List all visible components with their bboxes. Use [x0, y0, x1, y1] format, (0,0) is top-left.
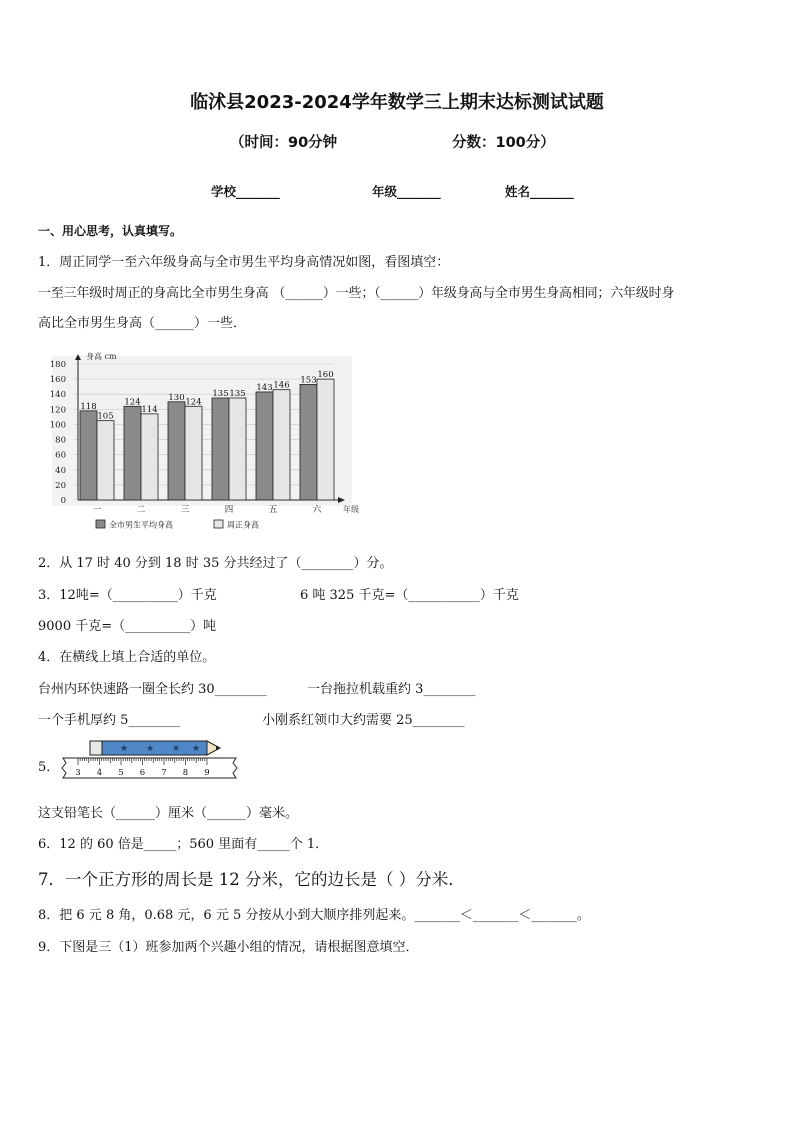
question-4d: 小刚系红领巾大约需要 25________ [262, 713, 465, 728]
pencil-ruler-figure [60, 736, 242, 782]
question-2: 2．从 17 时 40 分到 18 时 35 分共经过了（________）分。 [38, 556, 393, 571]
ruler-label: 3 [75, 768, 81, 778]
y-axis-title: 身高 cm [86, 352, 117, 361]
pencil-icon [90, 741, 220, 755]
bar-value-label: 160 [317, 370, 334, 381]
bar-zhou-zheng [141, 414, 158, 500]
question-1-stem: 1．周正同学一至六年级身高与全市男生平均身高情况如图，看图填空： [38, 255, 450, 270]
question-5-number: 5． [38, 760, 60, 775]
y-tick-label: 60 [55, 450, 66, 461]
name-blank: _______ [530, 184, 574, 199]
question-3a: 3．12吨=（__________）千克 [38, 588, 217, 603]
question-4b: 一台拖拉机载重约 3________ [307, 682, 476, 697]
bar-city-average [168, 402, 185, 500]
x-tick-label: 五 [268, 505, 278, 515]
school-label: 学校 [211, 184, 237, 199]
question-6: 6．12 的 60 倍是_____；560 里面有_____个 1． [38, 837, 329, 852]
question-5-text: 这支铅笔长（______）厘米（______）毫米。 [38, 806, 299, 821]
bar-value-label: 135 [229, 389, 246, 399]
bar-value-label: 130 [168, 392, 185, 403]
section-heading: 一、用心思考，认真填写。 [38, 224, 183, 238]
bar-city-average [212, 398, 229, 500]
exam-time: （时间：90分钟 [230, 135, 338, 151]
ruler-label: 4 [96, 768, 103, 778]
grade-blank: _______ [397, 184, 441, 199]
question-1-line-2: 高比全市男生身高（______）一些． [38, 316, 247, 331]
y-tick-label: 20 [55, 480, 66, 491]
y-tick-label: 80 [55, 435, 66, 446]
y-tick-label: 0 [60, 496, 66, 506]
y-tick-label: 140 [49, 390, 66, 401]
ruler-label: 5 [118, 768, 124, 778]
height-bar-chart [38, 350, 368, 540]
grade-label: 年级 [372, 184, 398, 199]
y-tick-label: 160 [49, 375, 66, 386]
x-tick-label: 三 [180, 505, 190, 515]
school-blank: _______ [236, 184, 280, 199]
svg-text:★: ★ [120, 744, 129, 754]
bar-value-label: 146 [273, 380, 290, 391]
ruler-label: 8 [182, 768, 189, 778]
question-8: 8．把 6 元 8 角，0.68 元，6 元 5 分按从小到大顺序排列起来。_______＜_______＜_______。 [38, 908, 590, 923]
ruler-label: 7 [161, 768, 167, 778]
bar-value-label: 114 [141, 404, 158, 415]
bar-value-label: 124 [124, 397, 141, 408]
x-tick-label: 六 [312, 505, 322, 515]
question-1-line-1: 一至三年级时周正的身高比全市男生身高 （______）一些；（______）年级身高与全市男生身高相同；六年级时身 [38, 286, 675, 301]
school-field [211, 182, 280, 200]
x-tick-label: 一 [92, 505, 102, 515]
name-field [505, 182, 574, 200]
ruler-label: 6 [139, 768, 146, 778]
y-tick-label: 100 [49, 420, 66, 431]
bar-city-average [256, 392, 273, 500]
bar-zhou-zheng [229, 398, 246, 500]
x-tick-label: 四 [224, 505, 234, 515]
bar-city-average [300, 384, 317, 500]
bar-value-label: 135 [212, 389, 229, 399]
x-axis-title: 年级 [343, 505, 359, 514]
page-title: 临沭县2023-2024学年数学三上期末达标测试试题 [190, 92, 604, 113]
legend-swatch [96, 520, 105, 528]
bar-value-label: 105 [97, 411, 114, 422]
bar-zhou-zheng [97, 421, 114, 500]
svg-text:★: ★ [172, 744, 181, 754]
question-7: 7．一个正方形的周长是 12 分米，它的边长是（ ）分米． [38, 870, 465, 889]
question-9: 9．下图是三（1）班参加两个兴趣小组的情况，请根据图意填空． [38, 940, 419, 955]
y-tick-label: 180 [49, 360, 66, 370]
bar-zhou-zheng [185, 406, 202, 500]
y-tick-label: 120 [49, 405, 66, 416]
question-4c: 一个手机厚约 5________ [38, 713, 181, 728]
question-4-stem: 4．在横线上填上合适的单位。 [38, 650, 216, 665]
x-tick-label: 二 [136, 505, 146, 515]
grade-field [372, 182, 441, 200]
question-3c: 9000 千克=（__________）吨 [38, 619, 217, 634]
exam-score: 分数：100分） [452, 135, 555, 151]
svg-text:★: ★ [192, 744, 201, 754]
name-label: 姓名 [505, 184, 531, 199]
legend-swatch [214, 520, 223, 528]
bar-city-average [80, 411, 97, 500]
bar-value-label: 143 [256, 382, 273, 393]
bar-value-label: 124 [185, 397, 202, 408]
question-4a: 台州内环快速路一圈全长约 30________ [38, 682, 267, 697]
bar-city-average [124, 406, 141, 500]
bar-value-label: 118 [80, 401, 97, 412]
legend-label: 周正身高 [227, 520, 259, 530]
ruler-icon [62, 758, 237, 778]
question-3b: 6 吨 325 千克=（___________）千克 [300, 588, 519, 603]
svg-text:★: ★ [146, 744, 155, 754]
ruler-label: 9 [204, 768, 210, 778]
bar-value-label: 153 [300, 375, 317, 386]
bar-zhou-zheng [273, 390, 290, 500]
y-tick-label: 40 [55, 465, 66, 476]
legend-label: 全市男生平均身高 [109, 520, 173, 530]
bar-zhou-zheng [317, 379, 334, 500]
